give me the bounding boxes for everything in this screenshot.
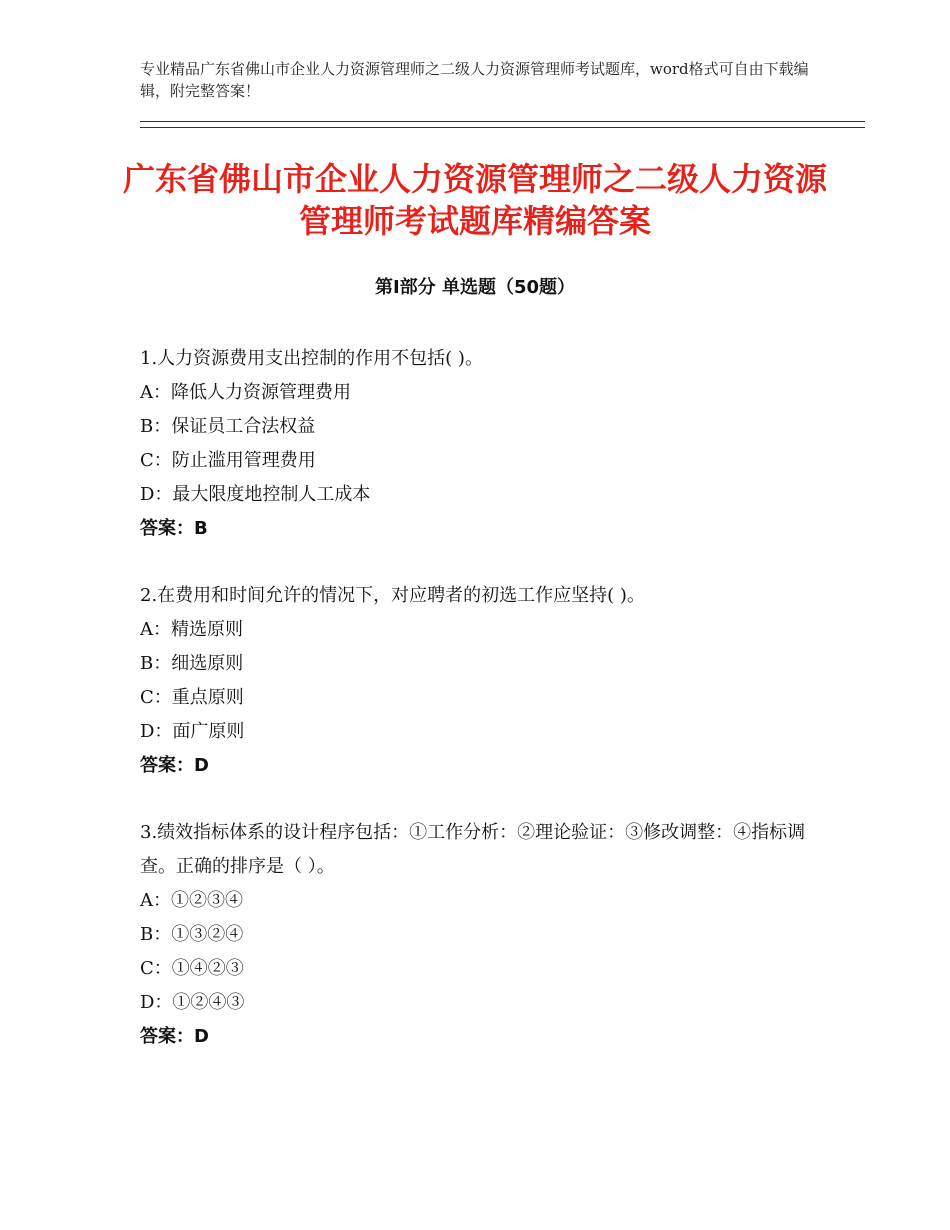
question-list bbox=[140, 342, 820, 1087]
question-text: 3.绩效指标体系的设计程序包括：①工作分析：②理论验证：③修改调整：④指标调查。正确的排序是（ ）。 bbox=[140, 822, 806, 877]
header-divider bbox=[140, 121, 865, 128]
option-d: D：最大限度地控制人工成本 bbox=[140, 484, 371, 505]
header-note: 专业精品广东省佛山市企业人力资源管理师之二级人力资源管理师考试题库，word格式可自由下载编辑，附完整答案！ bbox=[140, 60, 809, 100]
option-b: B：细选原则 bbox=[140, 653, 244, 674]
option-d: D：①②④③ bbox=[140, 992, 245, 1013]
question-3 bbox=[140, 816, 820, 1054]
answer: 答案：D bbox=[140, 755, 209, 776]
option-a: A：①②③④ bbox=[140, 890, 243, 911]
document-title: 广东省佛山市企业人力资源管理师之二级人力资源管理师考试题库精编答案 bbox=[122, 160, 827, 240]
option-c: C：重点原则 bbox=[140, 687, 244, 708]
option-c: C：①④②③ bbox=[140, 958, 244, 979]
option-a: A：精选原则 bbox=[140, 619, 243, 640]
option-c: C：防止滥用管理费用 bbox=[140, 450, 316, 471]
option-b: B：保证员工合法权益 bbox=[140, 416, 316, 437]
question-1 bbox=[140, 342, 820, 546]
answer: 答案：B bbox=[140, 518, 208, 539]
answer: 答案：D bbox=[140, 1026, 209, 1047]
question-text: 2.在费用和时间允许的情况下，对应聘者的初选工作应坚持( )。 bbox=[140, 585, 645, 606]
option-b: B：①③②④ bbox=[140, 924, 244, 945]
section-title: 第Ⅰ部分 单选题（50题） bbox=[374, 277, 575, 298]
question-2 bbox=[140, 579, 820, 783]
option-a: A：降低人力资源管理费用 bbox=[140, 382, 351, 403]
option-d: D：面广原则 bbox=[140, 721, 245, 742]
question-text: 1.人力资源费用支出控制的作用不包括( )。 bbox=[140, 348, 483, 369]
